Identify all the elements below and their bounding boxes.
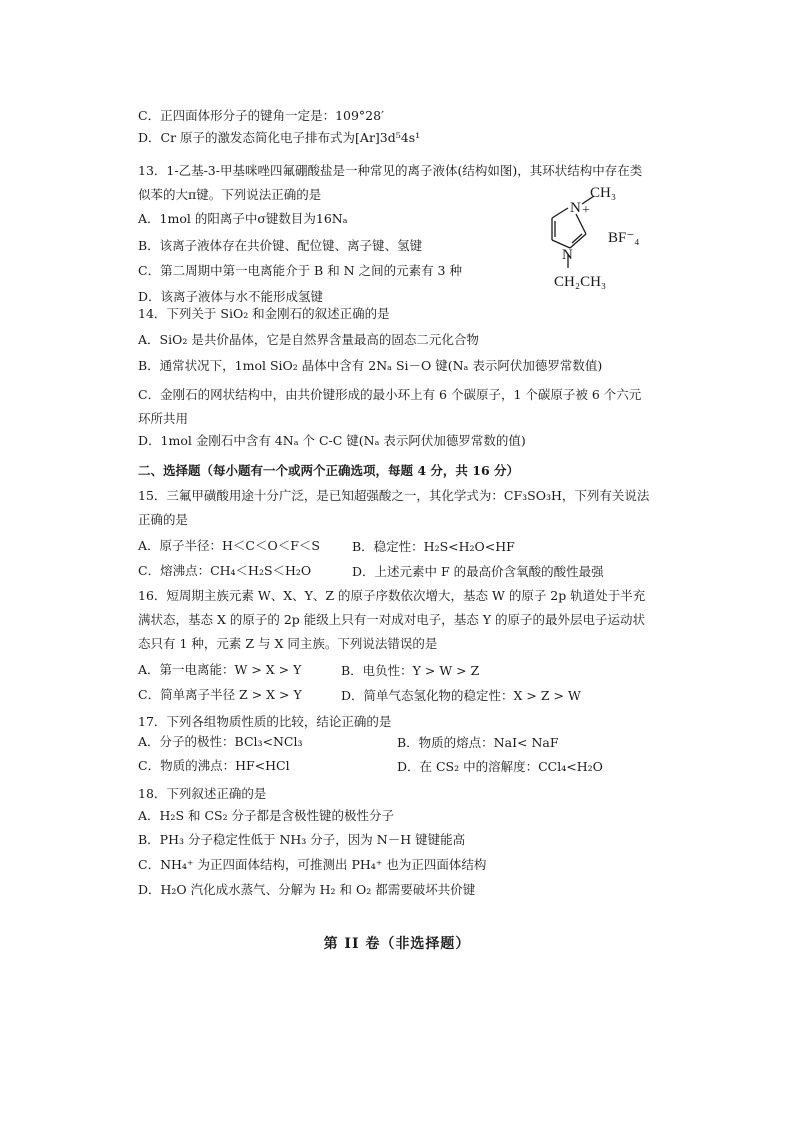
q14-option-b: B．通常状况下，1mol SiO₂ 晶体中含有 2Nₐ Si－O 键(Nₐ 表示阿伏加德罗常数值) bbox=[138, 358, 603, 373]
q18-stem: 18．下列叙述正确的是 bbox=[138, 786, 267, 801]
q13-option-c: C．第二周期中第一电离能介于 B 和 N 之间的元素有 3 种 bbox=[138, 263, 462, 278]
q12-option-c: C．正四面体形分子的键角一定是：109°28′ bbox=[138, 108, 384, 123]
q17-stem: 17．下列各组物质性质的比较，结论正确的是 bbox=[138, 714, 392, 729]
q14-option-c-line1: C．金刚石的网状结构中，由共价键形成的最小环上有 6 个碳原子，1 个碳原子被 6 个六元 bbox=[138, 387, 642, 402]
q17-option-b: B．物质的熔点：NaI< NaF bbox=[397, 735, 559, 750]
q14-option-a: A．SiO₂ 是共价晶体，它是自然界含量最高的固态二元化合物 bbox=[138, 332, 479, 347]
ionic-liquid-structure bbox=[528, 182, 668, 300]
q14-stem: 14．下列关于 SiO₂ 和金刚石的叙述正确的是 bbox=[138, 306, 390, 321]
q18-option-a: A．H₂S 和 CS₂ 分子都是含极性键的极性分子 bbox=[138, 808, 395, 823]
positive-charge: + bbox=[582, 203, 590, 218]
ring-n-plus: N bbox=[570, 200, 581, 216]
q16-stem-line2: 满状态，基态 X 的原子的 2p 能级上只有一对成对电子，基态 Y 的原子的最外层电子运动状 bbox=[138, 612, 645, 627]
q13-option-b: B．该离子液体存在共价键、配位键、离子键、氢键 bbox=[138, 238, 423, 253]
q12-option-d: D．Cr 原子的激发态简化电子排布式为[Ar]3d⁵4s¹ bbox=[138, 130, 421, 145]
section-2-heading: 二、选择题（每小题有一个或两个正确选项，每题 4 分，共 16 分） bbox=[138, 463, 520, 478]
q16-option-b: B．电负性：Y > W > Z bbox=[341, 663, 480, 678]
q18-option-b: B．PH₃ 分子稳定性低于 NH₃ 分子，因为 N－H 键键能高 bbox=[138, 832, 466, 847]
q16-stem-line1: 16．短周期主族元素 W、X、Y、Z 的原子序数依次增大，基态 W 的原子 2p 轨道处于半充 bbox=[138, 588, 646, 603]
q15-option-d: D．上述元素中 F 的最高价含氧酸的酸性最强 bbox=[352, 564, 604, 579]
ethyl-group: CH₂CH₃ bbox=[554, 274, 607, 290]
q17-option-a: A．分子的极性：BCl₃<NCl₃ bbox=[138, 734, 303, 749]
methyl-group: CH₃ bbox=[590, 185, 617, 201]
q15-option-b: B．稳定性：H₂S<H₂O<HF bbox=[352, 539, 515, 554]
q16-stem-line3: 态只有 1 种，元素 Z 与 X 同主族。下列说法错误的是 bbox=[138, 636, 438, 651]
part-2-title: 第 II 卷（非选择题） bbox=[323, 936, 471, 952]
q16-option-d: D．简单气态氢化物的稳定性：X > Z > W bbox=[341, 688, 581, 703]
q18-option-d: D．H₂O 汽化成水蒸气、分解为 H₂ 和 O₂ 都需要破坏共价键 bbox=[138, 882, 476, 897]
q13-stem-line2: 似苯的大π键。下列说法正确的是 bbox=[138, 187, 322, 202]
q17-option-d: D．在 CS₂ 中的溶解度：CCl₄<H₂O bbox=[397, 759, 603, 774]
q15-option-c: C．熔沸点：CH₄＜H₂S＜H₂O bbox=[138, 563, 312, 578]
q18-option-c: C．NH₄⁺ 为正四面体结构，可推测出 PH₄⁺ 也为正四面体结构 bbox=[138, 857, 487, 872]
q17-option-c: C．物质的沸点：HF<HCl bbox=[138, 758, 290, 773]
q14-option-d: D．1mol 金刚石中含有 4Nₐ 个 C-C 键(Nₐ 表示阿伏加德罗常数的值) bbox=[138, 433, 526, 448]
q16-option-a: A．第一电离能：W > X > Y bbox=[138, 662, 302, 677]
q15-option-a: A．原子半径：H＜C＜O＜F＜S bbox=[138, 538, 320, 553]
ring-n-ethyl: N bbox=[562, 247, 573, 263]
q14-option-c-line2: 环所共用 bbox=[138, 411, 189, 426]
q15-stem-line2: 正确的是 bbox=[138, 512, 189, 527]
q13-stem-line1: 13．1-乙基-3-甲基咪唑四氟硼酸盐是一种常见的离子液体(结构如图)，其环状结构中存在类 bbox=[138, 163, 643, 178]
tetrafluoroborate-anion: BF⁻₄ bbox=[608, 230, 640, 246]
q13-option-d: D．该离子液体与水不能形成氢键 bbox=[138, 289, 324, 304]
q13-option-a: A．1mol 的阳离子中σ键数目为16Nₐ bbox=[138, 211, 348, 226]
q16-option-c: C．简单离子半径 Z > X > Y bbox=[138, 687, 302, 702]
q15-stem-line1: 15．三氟甲磺酸用途十分广泛，是已知超强酸之一，其化学式为：CF₃SO₃H，下列有关说法 bbox=[138, 488, 650, 503]
